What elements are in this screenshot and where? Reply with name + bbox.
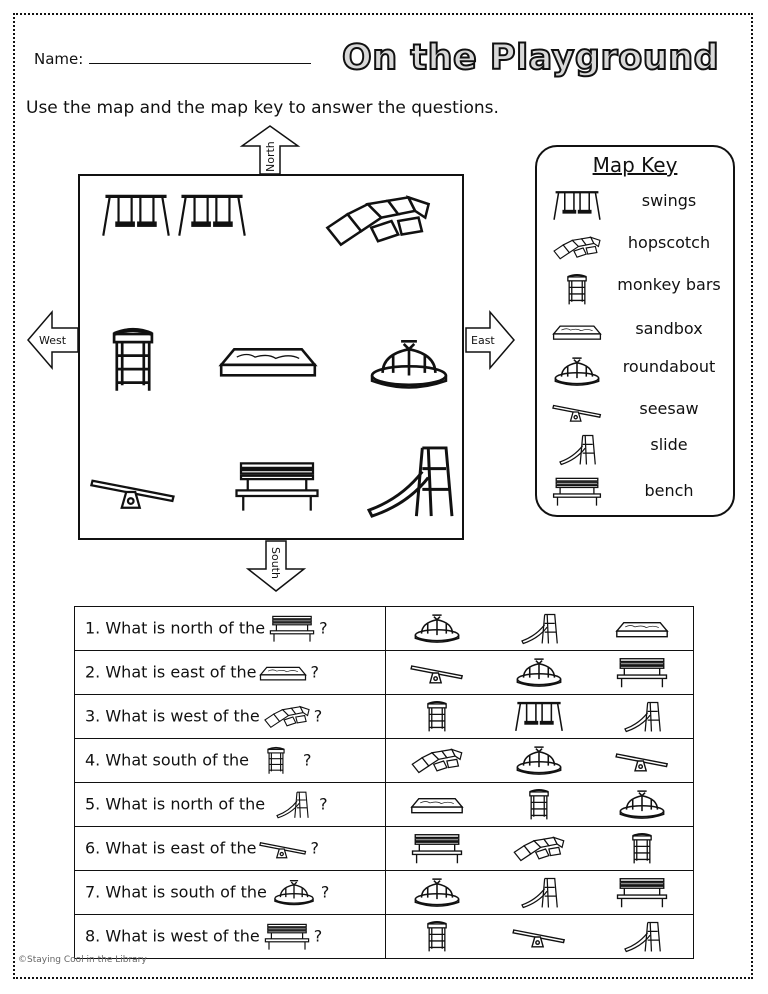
question-prompt: 2. What is east of the bbox=[85, 662, 257, 681]
map-key bbox=[535, 145, 735, 517]
slide-icon bbox=[267, 790, 317, 820]
seesaw-icon bbox=[614, 744, 670, 778]
map-roundabout-icon bbox=[364, 336, 454, 394]
seesaw-icon bbox=[409, 656, 465, 690]
west-arrow bbox=[26, 308, 80, 372]
answer-choice[interactable] bbox=[504, 698, 574, 736]
map-hopscotch-icon bbox=[314, 194, 442, 248]
seesaw-icon bbox=[551, 395, 603, 429]
north-arrow bbox=[238, 124, 302, 176]
hopscotch-icon bbox=[551, 231, 603, 265]
bench-icon bbox=[267, 614, 317, 644]
answer-choice[interactable] bbox=[607, 610, 677, 648]
monkey-bars-icon bbox=[251, 746, 301, 776]
question-mark: ? bbox=[310, 662, 319, 681]
roundabout-icon bbox=[511, 656, 567, 690]
answer-choice[interactable] bbox=[607, 918, 677, 956]
key-label-seesaw: seesaw bbox=[639, 399, 699, 418]
answer-choice[interactable] bbox=[402, 918, 472, 956]
answer-choice[interactable] bbox=[402, 654, 472, 692]
answer-choice[interactable] bbox=[504, 786, 574, 824]
map-swings-icon bbox=[96, 192, 176, 240]
answer-choice[interactable] bbox=[607, 698, 677, 736]
slide-icon bbox=[614, 920, 670, 954]
west-label: West bbox=[39, 334, 67, 347]
slide-icon bbox=[614, 700, 670, 734]
sandbox-icon bbox=[409, 788, 465, 822]
sandbox-icon bbox=[614, 612, 670, 646]
key-row-slide bbox=[537, 429, 733, 469]
slide-icon bbox=[551, 433, 603, 467]
question-row bbox=[75, 871, 694, 915]
question-mark: ? bbox=[319, 618, 328, 637]
roundabout-icon bbox=[551, 355, 603, 389]
answer-choices-cell bbox=[386, 739, 694, 783]
question-prompt: 6. What is east of the bbox=[85, 838, 257, 857]
bench-icon bbox=[614, 876, 670, 910]
map-slide-icon bbox=[362, 442, 456, 522]
question-text-cell bbox=[75, 607, 386, 651]
bench-icon bbox=[409, 832, 465, 866]
bench-icon bbox=[614, 656, 670, 690]
map-key-title: Map Key bbox=[592, 153, 678, 177]
answer-choice[interactable] bbox=[504, 830, 574, 868]
answer-choice[interactable] bbox=[504, 742, 574, 780]
key-label-bench: bench bbox=[644, 481, 694, 500]
key-row-sandbox bbox=[537, 311, 733, 351]
swings-icon bbox=[551, 189, 603, 223]
south-label: South bbox=[269, 547, 282, 579]
question-prompt: 8. What is west of the bbox=[85, 926, 260, 945]
north-label: North bbox=[264, 141, 277, 172]
map-bench-icon bbox=[232, 458, 322, 516]
question-text-cell bbox=[75, 871, 386, 915]
name-field[interactable] bbox=[89, 63, 311, 64]
question-text-cell bbox=[75, 739, 386, 783]
question-mark: ? bbox=[313, 706, 323, 725]
answer-choice[interactable] bbox=[402, 742, 472, 780]
east-arrow bbox=[464, 308, 516, 372]
key-label-roundabout: roundabout bbox=[622, 357, 716, 376]
roundabout-icon bbox=[511, 744, 567, 778]
key-label-swings: swings bbox=[641, 191, 697, 210]
question-row bbox=[75, 739, 694, 783]
question-prompt: 3. What is west of the bbox=[85, 706, 260, 725]
question-prompt: 4. What south of the bbox=[85, 750, 250, 769]
answer-choice[interactable] bbox=[402, 610, 472, 648]
sandbox-icon bbox=[258, 658, 308, 688]
questions-body bbox=[75, 607, 694, 959]
key-row-monkey-bars bbox=[537, 269, 733, 309]
bench-icon bbox=[551, 475, 603, 509]
roundabout-icon bbox=[614, 788, 670, 822]
east-label: East bbox=[471, 334, 495, 347]
seesaw-icon bbox=[258, 834, 308, 864]
question-text-cell bbox=[75, 915, 386, 959]
map-seesaw-icon bbox=[88, 470, 178, 514]
key-label-slide: slide bbox=[650, 435, 688, 454]
answer-choices-cell bbox=[386, 607, 694, 651]
roundabout-icon bbox=[409, 612, 465, 646]
question-text-cell bbox=[75, 651, 386, 695]
answer-choice[interactable] bbox=[402, 698, 472, 736]
bench-icon bbox=[262, 922, 312, 952]
instructions: Use the map and the map key to answer the questions. bbox=[26, 98, 499, 118]
answer-choice[interactable] bbox=[402, 786, 472, 824]
question-row bbox=[75, 651, 694, 695]
slide-icon bbox=[511, 612, 567, 646]
name-row bbox=[34, 50, 311, 68]
roundabout-icon bbox=[409, 876, 465, 910]
answer-choices-cell bbox=[386, 783, 694, 827]
question-text-cell bbox=[75, 695, 386, 739]
answer-choices-cell bbox=[386, 915, 694, 959]
key-label-hopscotch: hopscotch bbox=[627, 233, 711, 252]
question-row bbox=[75, 607, 694, 651]
page-title: On the Playground bbox=[342, 38, 720, 78]
monkey-bars-icon bbox=[511, 788, 567, 822]
key-label-sandbox: sandbox bbox=[635, 319, 703, 338]
key-row-roundabout bbox=[537, 351, 733, 391]
key-row-bench bbox=[537, 471, 733, 511]
key-row-seesaw bbox=[537, 391, 733, 431]
answer-choice[interactable] bbox=[607, 742, 677, 780]
question-mark: ? bbox=[303, 750, 312, 769]
answer-choices-cell bbox=[386, 827, 694, 871]
answer-choice[interactable] bbox=[504, 610, 574, 648]
monkey-bars-icon bbox=[409, 700, 465, 734]
question-row bbox=[75, 827, 694, 871]
hopscotch-icon bbox=[262, 702, 312, 732]
question-row bbox=[75, 783, 694, 827]
roundabout-icon bbox=[269, 878, 319, 908]
answer-choice[interactable] bbox=[607, 830, 677, 868]
monkey-bars-icon bbox=[551, 273, 603, 307]
questions-table bbox=[74, 606, 694, 959]
answer-choice[interactable] bbox=[607, 874, 677, 912]
question-prompt: 5. What is north of the bbox=[85, 794, 266, 813]
question-mark: ? bbox=[313, 926, 323, 945]
answer-choices-cell bbox=[386, 651, 694, 695]
answer-choices-cell bbox=[386, 695, 694, 739]
answer-choice[interactable] bbox=[607, 786, 677, 824]
hopscotch-icon bbox=[409, 744, 465, 778]
answer-choice[interactable] bbox=[607, 654, 677, 692]
answer-choice[interactable] bbox=[504, 918, 574, 956]
playground-map bbox=[78, 174, 464, 540]
answer-choice[interactable] bbox=[402, 874, 472, 912]
question-mark: ? bbox=[320, 882, 330, 901]
question-text-cell bbox=[75, 827, 386, 871]
map-sandbox-icon bbox=[216, 340, 320, 382]
map-monkey-bars-icon bbox=[106, 320, 160, 402]
answer-choice[interactable] bbox=[402, 830, 472, 868]
name-label: Name: bbox=[34, 50, 84, 68]
question-row bbox=[75, 915, 694, 959]
question-text-cell bbox=[75, 783, 386, 827]
question-mark: ? bbox=[319, 794, 328, 813]
slide-icon bbox=[511, 876, 567, 910]
monkey-bars-icon bbox=[409, 920, 465, 954]
south-arrow bbox=[244, 539, 308, 593]
key-row-hopscotch bbox=[537, 227, 733, 267]
question-prompt: 1. What is north of the bbox=[85, 618, 266, 637]
answer-choice[interactable] bbox=[504, 654, 574, 692]
question-row bbox=[75, 695, 694, 739]
copyright: ©Staying Cool in the Library bbox=[18, 955, 147, 965]
key-row-swings bbox=[537, 185, 733, 225]
monkey-bars-icon bbox=[614, 832, 670, 866]
map-swings-icon-2 bbox=[172, 192, 252, 240]
question-prompt: 7. What is south of the bbox=[85, 882, 267, 901]
seesaw-icon bbox=[511, 920, 567, 954]
answer-choice[interactable] bbox=[504, 874, 574, 912]
key-label-monkey-bars: monkey bars bbox=[617, 275, 721, 294]
swings-icon bbox=[511, 700, 567, 734]
answer-choices-cell bbox=[386, 871, 694, 915]
hopscotch-icon bbox=[511, 832, 567, 866]
sandbox-icon bbox=[551, 315, 603, 349]
question-mark: ? bbox=[310, 838, 319, 857]
